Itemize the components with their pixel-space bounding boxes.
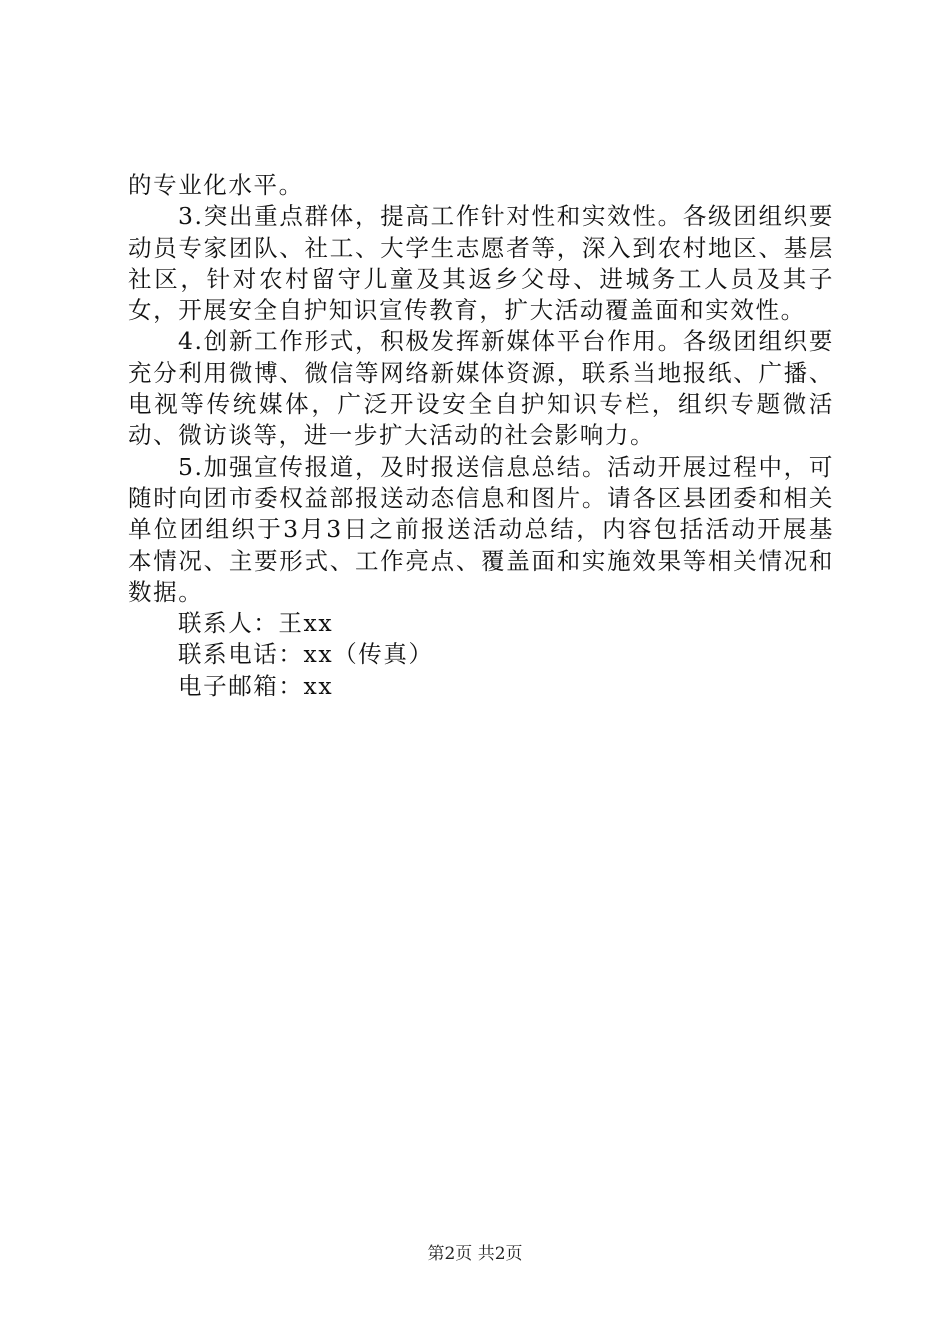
contact-person: 联系人：王xx [178,609,334,638]
document-body [128,170,834,702]
paragraph-item-4: 4.创新工作形式，积极发挥新媒体平台作用。各级团组织要充分利用微博、微信等网络新媒体资源，联系当地报纸、广播、电视等传统媒体，广泛开设安全自护知识专栏，组织专题微活动、微访谈等，进一步扩大活动的社会影响力。 [128,327,834,450]
paragraph-item-3: 3.突出重点群体，提高工作针对性和实效性。各级团组织要动员专家团队、社工、大学生志愿者等，深入到农村地区、基层社区，针对农村留守儿童及其返乡父母、进城务工人员及其子女，开展安全自护知识宣传教育，扩大活动覆盖面和实效性。 [128,202,834,325]
paragraph-continuation: 的专业化水平。 [128,171,304,199]
page-number-footer: 第2页 共2页 [427,1244,523,1264]
contact-phone: 联系电话：xx（传真） [178,640,434,669]
contact-email: 电子邮箱：xx [178,671,334,700]
paragraph-item-5: 5.加强宣传报道，及时报送信息总结。活动开展过程中，可随时向团市委权益部报送动态信息和图片。请各区县团委和相关单位团组织于3月3日之前报送活动总结，内容包括活动开展基本情况、主要形式、工作亮点、覆盖面和实施效果等相关情况和数据。 [128,452,834,606]
